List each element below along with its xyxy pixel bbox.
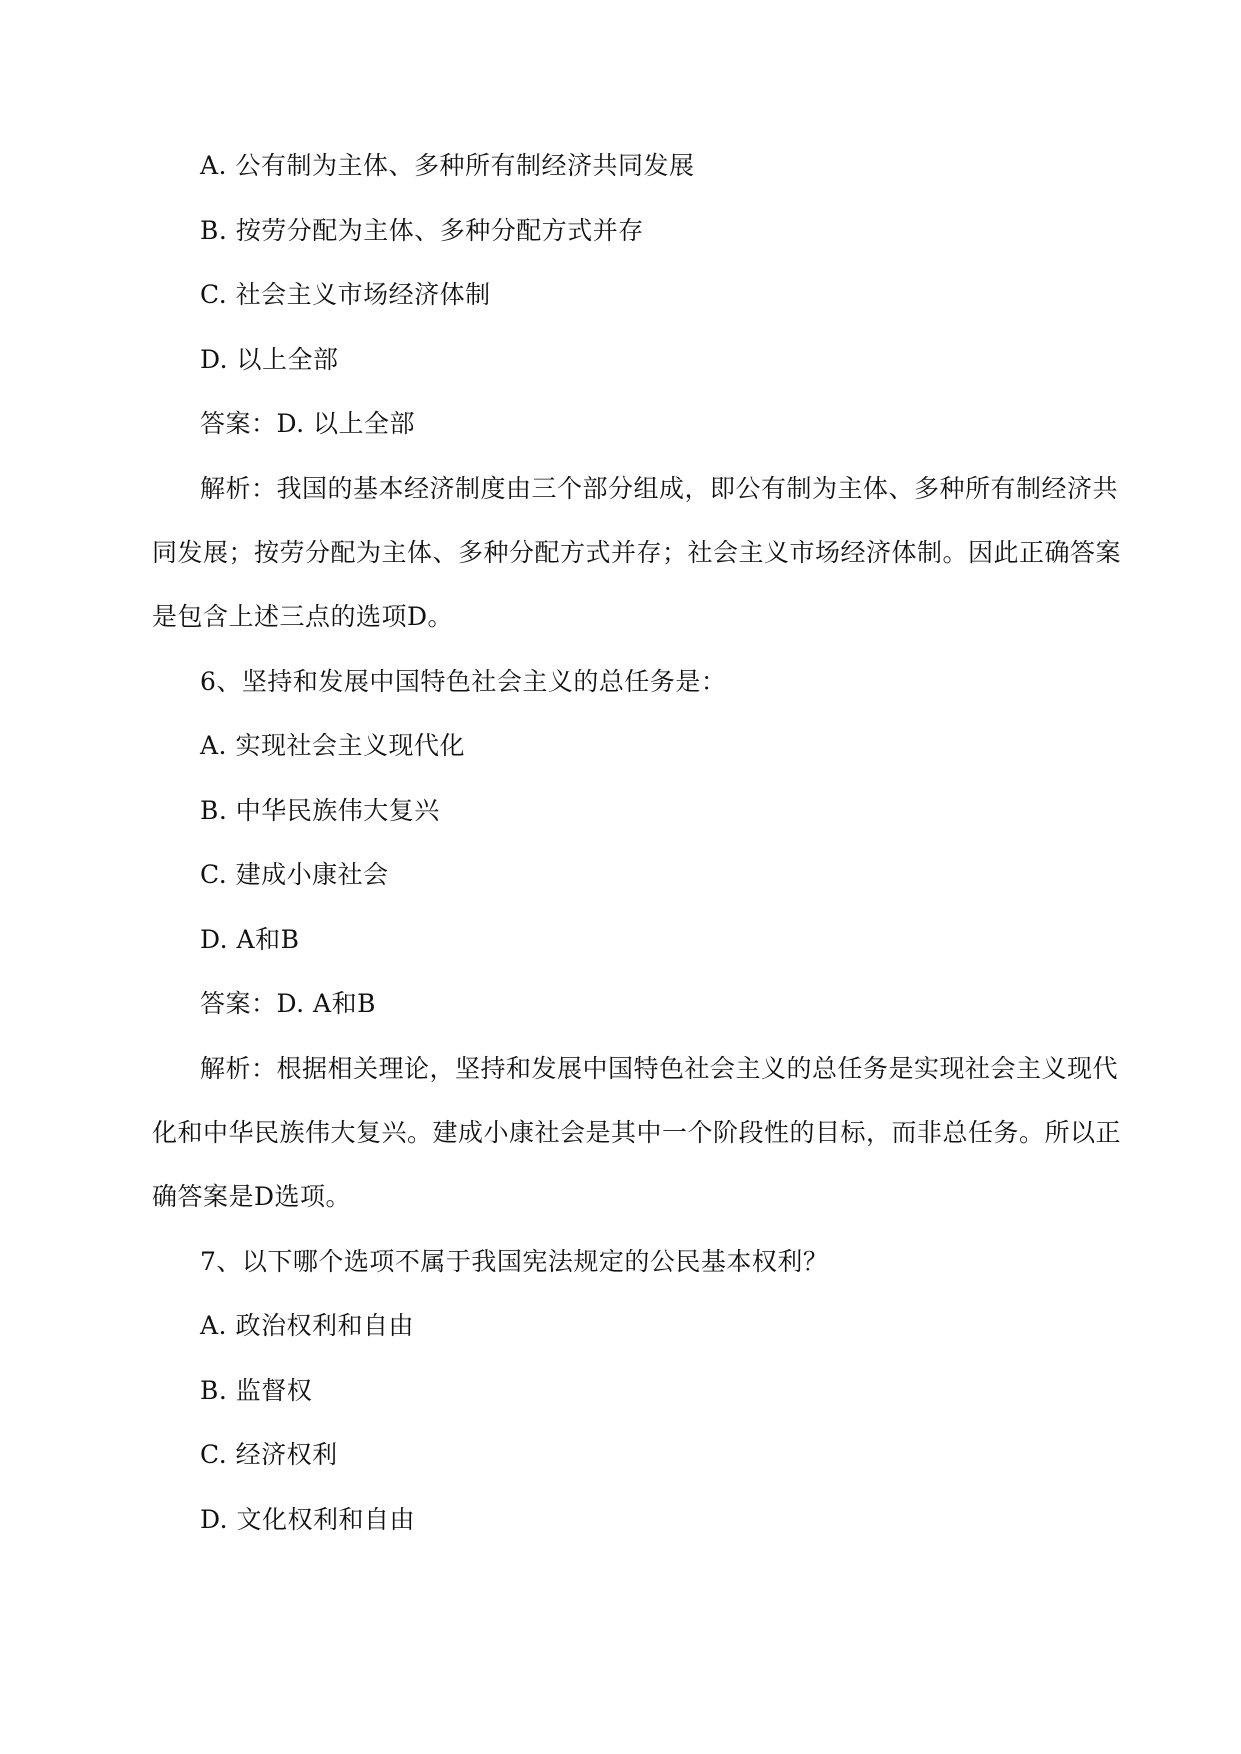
q5-option-c: C. 社会主义市场经济体制 — [200, 280, 491, 309]
q5-option-a: A. 公有制为主体、多种所有制经济共同发展 — [200, 151, 695, 180]
q6-question: 6、坚持和发展中国特色社会主义的总任务是： — [200, 667, 727, 696]
q7-option-c: C. 经济权利 — [200, 1440, 338, 1469]
q6-explanation-line-2: 化和中华民族伟大复兴。建成小康社会是其中一个阶段性的目标，而非总任务。所以正 — [152, 1118, 1122, 1147]
q7-question: 7、以下哪个选项不属于我国宪法规定的公民基本权利？ — [200, 1247, 829, 1276]
q7-option-d: D. 文化权利和自由 — [200, 1505, 416, 1534]
q6-option-c: C. 建成小康社会 — [200, 860, 389, 889]
q5-explanation-line-2: 同发展；按劳分配为主体、多种分配方式并存；社会主义市场经济体制。因此正确答案 — [152, 538, 1122, 567]
q5-answer: 答案：D. 以上全部 — [200, 409, 416, 438]
q6-explanation-line-3: 确答案是D选项。 — [152, 1182, 352, 1211]
q5-explanation-line-3: 是包含上述三点的选项D。 — [152, 602, 454, 631]
q5-option-b: B. 按劳分配为主体、多种分配方式并存 — [200, 216, 644, 245]
q5-option-d: D. 以上全部 — [200, 345, 339, 374]
q7-option-a: A. 政治权利和自由 — [200, 1311, 414, 1340]
q6-option-a: A. 实现社会主义现代化 — [200, 731, 465, 760]
q6-explanation-line-1: 解析：根据相关理论，坚持和发展中国特色社会主义的总任务是实现社会主义现代 — [200, 1054, 1119, 1083]
q5-explanation-line-1: 解析：我国的基本经济制度由三个部分组成，即公有制为主体、多种所有制经济共 — [200, 474, 1119, 503]
q6-option-b: B. 中华民族伟大复兴 — [200, 796, 440, 825]
document-page — [152, 0, 1122, 1754]
q6-answer: 答案：D. A和B — [200, 989, 376, 1018]
q7-option-b: B. 监督权 — [200, 1376, 313, 1405]
q6-option-d: D. A和B — [200, 925, 300, 954]
